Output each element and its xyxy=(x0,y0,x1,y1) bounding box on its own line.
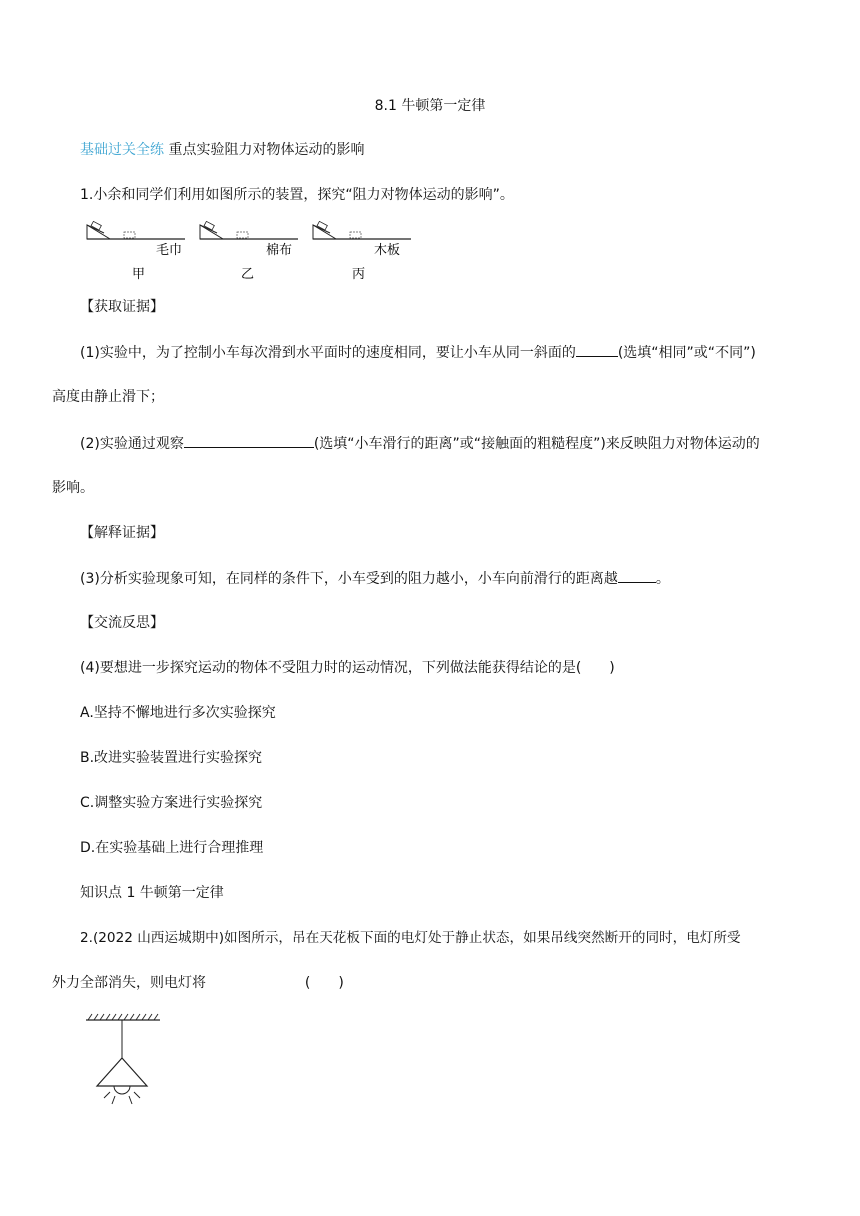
q1-part2-cont: 影响。 xyxy=(52,480,94,496)
answer-blank-1[interactable] xyxy=(576,342,618,357)
answer-blank-3[interactable] xyxy=(618,568,656,583)
setup-label-1: 甲 xyxy=(132,267,146,282)
setup-label-2: 乙 xyxy=(241,267,255,282)
lamp-figure xyxy=(84,1010,166,1110)
answer-blank-2[interactable] xyxy=(184,433,314,448)
q1-figure xyxy=(80,212,420,284)
q2-line2 xyxy=(52,973,344,993)
section-topic: 重点实验阻力对物体运动的影响 xyxy=(168,142,365,158)
q1-stem: 1.小余和同学们利用如图所示的装置，探究“阻力对物体运动的影响”。 xyxy=(80,187,514,203)
setup-yi xyxy=(200,221,298,282)
surface-label-2: 棉布 xyxy=(266,243,293,258)
q2-answer-bracket: ( ) xyxy=(304,975,344,991)
lamp-shade xyxy=(97,1058,147,1086)
q1-part3-end: 。 xyxy=(655,571,670,587)
bulb xyxy=(114,1086,130,1094)
q1-part2 xyxy=(80,433,760,454)
setup-bing xyxy=(313,221,411,282)
reflect-heading: 【交流反思】 xyxy=(80,615,164,631)
page-title: 8.1 牛顿第一定律 xyxy=(374,98,486,114)
q2-line1: 2.(2022 山西运城期中)如图所示，吊在天花板下面的电灯处于静止状态，如果吊线突然断开的同时，电灯所受 xyxy=(80,930,741,946)
option-d[interactable]: D.在实验基础上进行合理推理 xyxy=(80,840,264,856)
q1-part3-text: (3)分析实验现象可知，在同样的条件下，小车受到的阻力越小，小车向前滑行的距离越 xyxy=(80,571,618,587)
setup-label-3: 丙 xyxy=(352,267,366,282)
surface-label-3: 木板 xyxy=(374,243,401,258)
section-tag: 基础过关全练 xyxy=(80,142,164,158)
q1-part3 xyxy=(80,568,670,589)
q1-part1-hint: (选填“相同”或“不同”) xyxy=(617,345,756,361)
option-a[interactable]: A.坚持不懈地进行多次实验探究 xyxy=(80,705,276,721)
option-b[interactable]: B.改进实验装置进行实验探究 xyxy=(80,750,263,766)
ceiling xyxy=(86,1014,160,1020)
surface-label-1: 毛巾 xyxy=(156,243,183,258)
q1-part4: (4)要想进一步探究运动的物体不受阻力时的运动情况，下列做法能获得结论的是( ) xyxy=(80,660,615,676)
option-c[interactable]: C.调整实验方案进行实验探究 xyxy=(80,795,263,811)
q1-part1-text: (1)实验中，为了控制小车每次滑到水平面时的速度相同，要让小车从同一斜面的 xyxy=(80,345,576,361)
setup-jia xyxy=(87,221,185,282)
q1-part2-hint: (选填“小车滑行的距离”或“接触面的粗糙程度”)来反映阻力对物体运动的 xyxy=(313,436,760,452)
q1-part2-text: (2)实验通过观察 xyxy=(80,436,184,452)
section-heading xyxy=(80,140,364,160)
q1-part1-cont: 高度由静止滑下； xyxy=(52,389,164,405)
knowledge-point: 知识点 1 牛顿第一定律 xyxy=(80,885,224,901)
explain-heading: 【解释证据】 xyxy=(80,525,164,541)
q2-line2-text: 外力全部消失，则电灯将 xyxy=(52,975,206,991)
evidence-heading: 【获取证据】 xyxy=(80,299,164,315)
q1-part1 xyxy=(80,342,756,363)
